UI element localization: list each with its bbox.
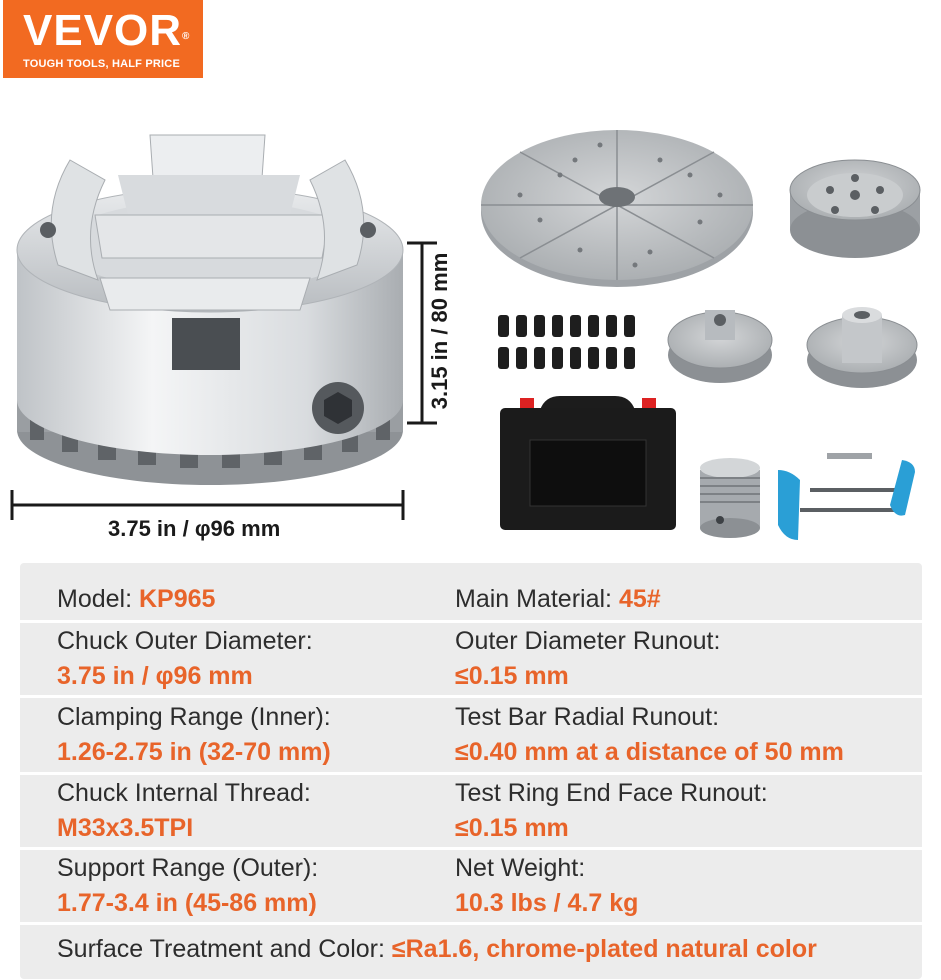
thread-adapter bbox=[700, 458, 760, 538]
jaw-plate bbox=[790, 160, 920, 258]
row-divider bbox=[20, 772, 922, 775]
spec-value: 1.26-2.75 in (32-70 mm) bbox=[57, 738, 331, 766]
faceplate bbox=[481, 130, 753, 287]
screw-set bbox=[498, 315, 635, 369]
row-divider bbox=[20, 695, 922, 698]
spec-clamping-range bbox=[57, 702, 331, 767]
spec-value: ≤0.15 mm bbox=[455, 814, 569, 842]
height-dimension-label: 3.15 in / 80 mm bbox=[427, 252, 452, 410]
spec-value: 10.3 lbs / 4.7 kg bbox=[455, 889, 639, 917]
spec-label: Clamping Range (Inner): bbox=[57, 703, 331, 731]
chuck-main bbox=[17, 135, 403, 485]
spec-material bbox=[455, 584, 661, 614]
spec-label: Chuck Internal Thread: bbox=[57, 779, 311, 807]
spec-label: Support Range (Outer): bbox=[57, 854, 319, 882]
spec-value: 3.75 in / φ96 mm bbox=[57, 662, 253, 690]
spec-label: Net Weight: bbox=[455, 854, 586, 882]
spec-label: Test Bar Radial Runout: bbox=[455, 703, 720, 731]
spec-value: ≤Ra1.6, chrome-plated natural color bbox=[391, 935, 817, 963]
spec-outer-runout bbox=[455, 626, 720, 691]
spec-radial-runout bbox=[455, 702, 844, 767]
row-divider bbox=[20, 620, 922, 623]
logo-tagline: TOUGH TOOLS, HALF PRICE bbox=[23, 58, 180, 70]
spec-outer-diameter bbox=[57, 626, 313, 691]
row-divider bbox=[20, 847, 922, 850]
spec-end-face-runout bbox=[455, 778, 768, 843]
spec-label: Chuck Outer Diameter: bbox=[57, 627, 313, 655]
spec-model bbox=[57, 584, 215, 614]
spec-value: ≤0.40 mm at a distance of 50 mm bbox=[455, 738, 844, 766]
spec-value: 1.77-3.4 in (45-86 mm) bbox=[57, 889, 317, 917]
logo-brand: VEVOR bbox=[23, 6, 183, 55]
spec-label: Outer Diameter Runout: bbox=[455, 627, 721, 655]
spec-value: ≤0.15 mm bbox=[455, 662, 569, 690]
spec-value: 45# bbox=[618, 585, 661, 613]
spec-thread bbox=[57, 778, 311, 843]
spec-support-range bbox=[57, 853, 318, 918]
row-divider bbox=[20, 922, 922, 925]
mini-chuck-left bbox=[668, 310, 772, 383]
spec-surface bbox=[57, 934, 817, 964]
registered-mark: ® bbox=[182, 31, 191, 42]
width-dimension-label: 3.75 in / φ96 mm bbox=[108, 516, 281, 541]
storage-case bbox=[500, 396, 676, 530]
spec-label: Surface Treatment and Color: bbox=[57, 935, 385, 963]
spec-label: Test Ring End Face Runout: bbox=[455, 779, 768, 807]
spec-label: Main Material: bbox=[455, 585, 612, 613]
hex-key-set bbox=[778, 456, 915, 540]
mini-chuck-right bbox=[807, 307, 917, 388]
spec-value: KP965 bbox=[139, 585, 216, 613]
spec-net-weight bbox=[455, 853, 638, 918]
spec-value: M33x3.5TPI bbox=[57, 814, 194, 842]
spec-label: Model: bbox=[57, 585, 133, 613]
